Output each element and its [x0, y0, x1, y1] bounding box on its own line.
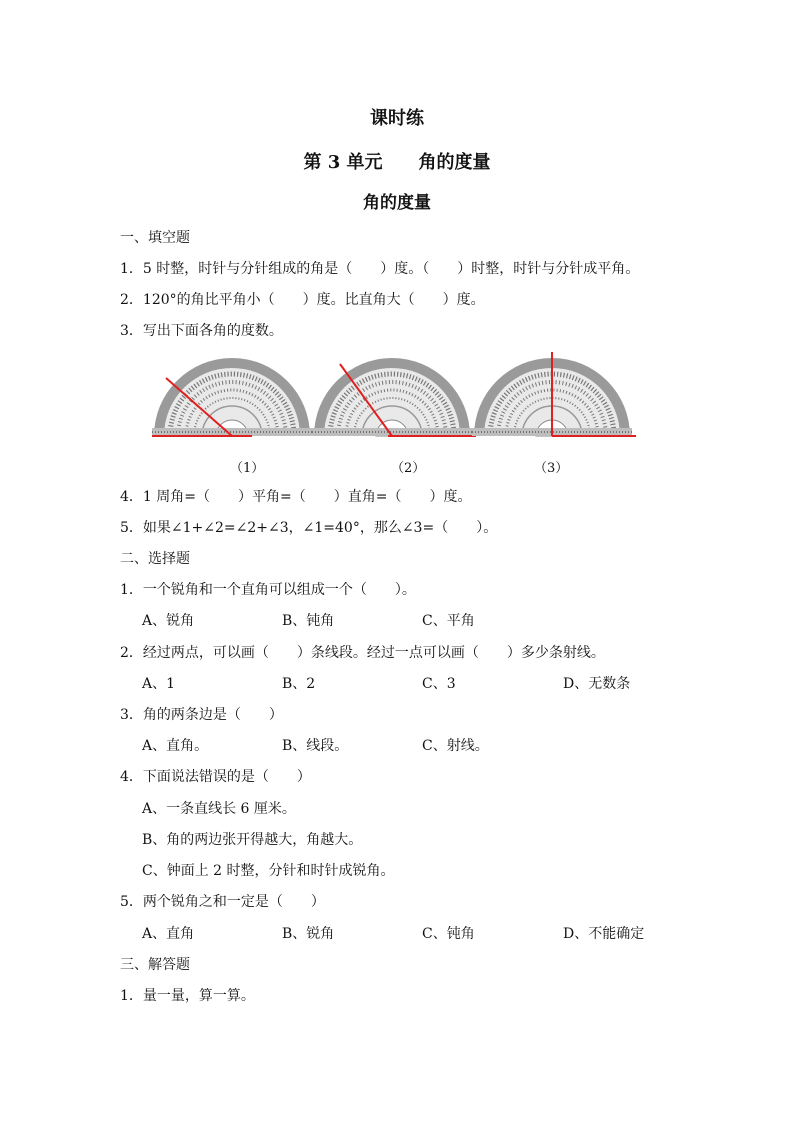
lesson-title: 角的度量	[363, 193, 431, 213]
choice-q2-option-a: A、1	[142, 676, 176, 692]
unit-title: 第 3 单元 角的度量	[303, 152, 491, 173]
choice-question-3: 3．角的两条边是（ ）	[120, 707, 283, 723]
choice-question-4: 4．下面说法错误的是（ ）	[120, 769, 311, 785]
figure-caption-3: （3）	[534, 461, 569, 476]
protractor-2	[312, 358, 476, 436]
answer-question-1: 1．量一量，算一算。	[120, 988, 255, 1004]
choice-q3-option-b: B、线段。	[282, 738, 349, 754]
choice-q3-option-a: A、直角。	[142, 738, 209, 754]
choice-q2-option-d: D、无数条	[563, 676, 631, 692]
choice-q1-option-a: A、锐角	[142, 613, 195, 629]
choice-q4-option-b: B、角的两边张开得越大，角越大。	[142, 832, 363, 848]
protractor-3	[472, 352, 636, 436]
choice-q4-option-a: A、一条直线长 6 厘米。	[142, 801, 296, 817]
choice-question-5: 5．两个锐角之和一定是（ ）	[120, 894, 325, 910]
fill-question-2: 2．120°的角比平角小（ ）度。比直角大（ ）度。	[120, 292, 485, 308]
choice-q5-option-a: A、直角	[142, 926, 195, 942]
figure-caption-1: （1）	[230, 461, 265, 476]
choice-q3-option-c: C、射线。	[422, 738, 489, 754]
choice-question-2: 2．经过两点，可以画（ ）条线段。经过一点可以画（ ）多少条射线。	[120, 645, 605, 661]
choice-q4-option-c: C、钟面上 2 时整，分针和时针成锐角。	[142, 863, 395, 879]
choice-q5-option-d: D、不能确定	[563, 926, 645, 942]
choice-q1-option-b: B、钝角	[282, 613, 335, 629]
choice-q5-option-c: C、钝角	[422, 926, 475, 942]
section1-heading: 一、填空题	[120, 230, 190, 246]
choice-q2-option-c: C、3	[422, 676, 456, 692]
fill-question-5: 5．如果∠1+∠2=∠2+∠3，∠1=40°，那么∠3=（ ）。	[120, 520, 498, 536]
protractor-1	[152, 358, 312, 436]
fill-question-3: 3．写出下面各角的度数。	[120, 323, 283, 339]
fill-question-1: 1．5 时整，时针与分针组成的角是（ ）度。（ ）时整，时针与分针成平角。	[120, 261, 640, 277]
choice-question-1: 1．一个锐角和一个直角可以组成一个（ ）。	[120, 582, 416, 598]
fill-question-4: 4．1 周角=（ ）平角=（ ）直角=（ ）度。	[120, 489, 472, 505]
section3-heading: 三、解答题	[120, 957, 190, 973]
figure-caption-2: （2）	[391, 461, 426, 476]
protractor-figures	[152, 350, 636, 446]
doc-title: 课时练	[370, 108, 424, 129]
choice-q1-option-c: C、平角	[422, 613, 475, 629]
choice-q5-option-b: B、锐角	[282, 926, 335, 942]
choice-q2-option-b: B、2	[282, 676, 316, 692]
section2-heading: 二、选择题	[120, 551, 190, 567]
